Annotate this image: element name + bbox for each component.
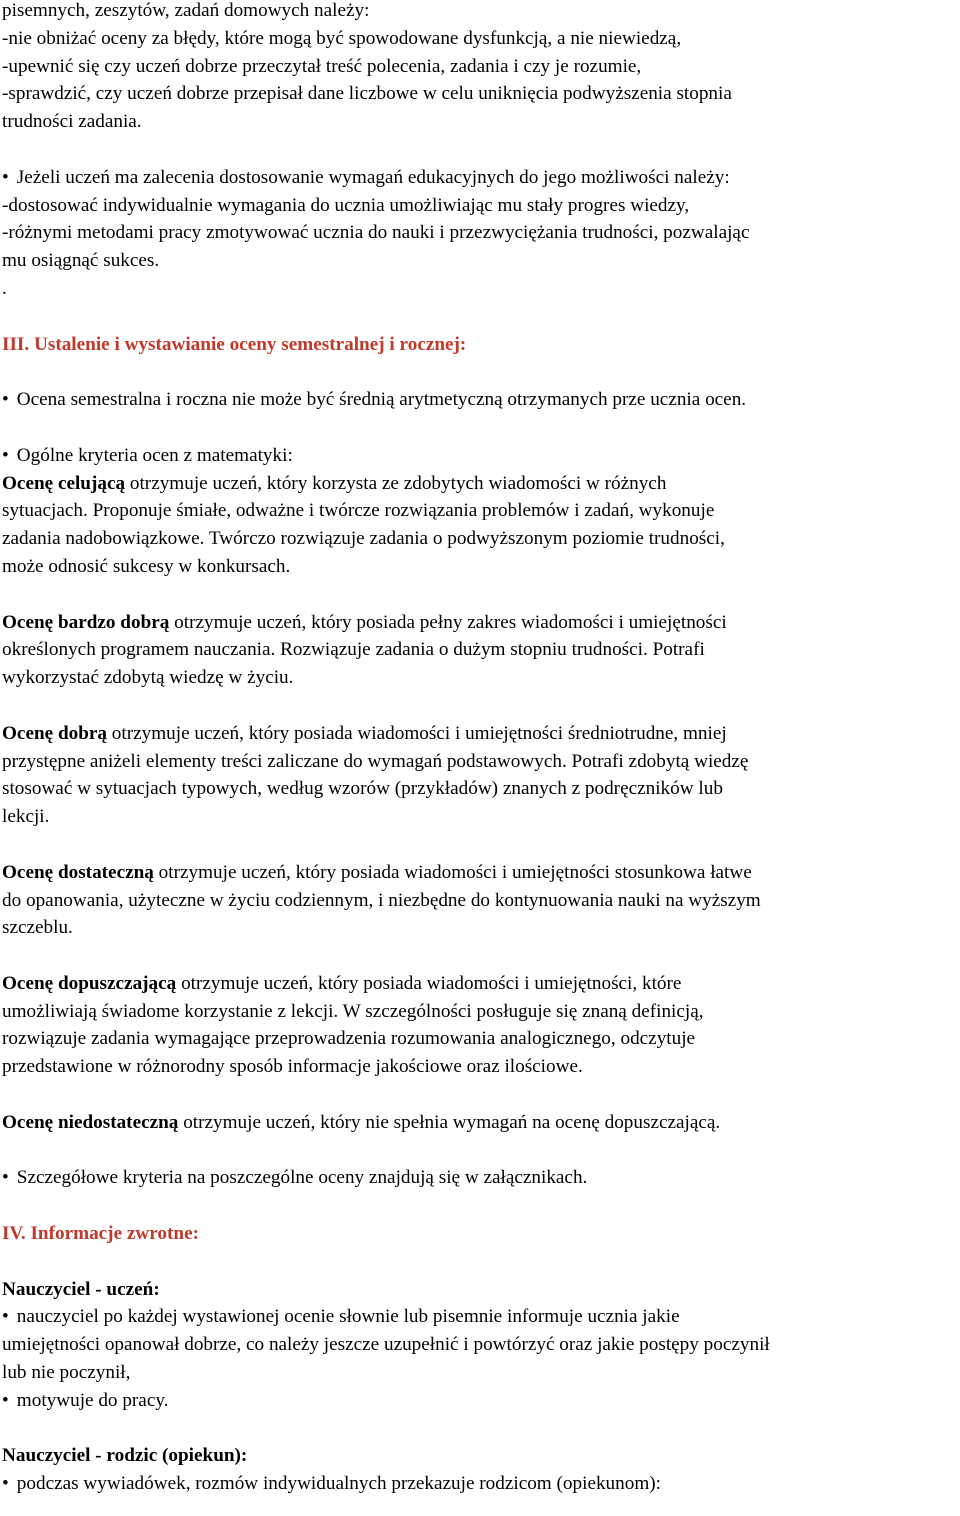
spacer: [2, 1192, 960, 1220]
bullet-item: [2, 1387, 960, 1415]
grade-dobra: [2, 720, 960, 748]
grade-text: otrzymuje uczeń, który posiada pełny zakres wiadomości i umiejętności: [169, 611, 727, 633]
grade-term: Ocenę niedostateczną: [2, 1111, 179, 1133]
grade-celujaca: [2, 470, 960, 498]
paragraph-line: określonych programem nauczania. Rozwiązuje zadania o dużym stopniu trudności. Potrafi: [2, 639, 705, 661]
bullet-item: [2, 442, 960, 470]
spacer: [2, 136, 960, 164]
bullet-marker: •: [2, 444, 9, 466]
intro-line: -nie obniżać oceny za błędy, które mogą być spowodowane dysfunkcją, a nie niewiedzą,: [2, 27, 682, 49]
bullet-dostosowanie: [2, 164, 960, 192]
subsection-title: Nauczyciel - uczeń:: [2, 1278, 160, 1300]
bullet-marker: •: [2, 389, 9, 411]
grade-dostateczna: [2, 859, 960, 887]
section-heading-iii: III. Ustalenie i wystawianie oceny semestralnej i rocznej:: [2, 333, 467, 355]
bullet-text: podczas wywiadówek, rozmów indywidualnych przekazuje rodzicom (opiekunom):: [16, 1473, 661, 1495]
bullet-text: Ogólne kryteria ocen z matematyki:: [16, 444, 293, 466]
paragraph-line: może odnosić sukcesy w konkursach.: [2, 555, 291, 577]
paragraph-line: przystępne aniżeli elementy treści zaliczane do wymagań podstawowych. Potrafi zdobytą wiedzę: [2, 750, 749, 772]
grade-bardzo-dobra: [2, 609, 960, 637]
intro-line: -sprawdzić, czy uczeń dobrze przepisał dane liczbowe w celu uniknięcia podwyższenia stopnia: [2, 83, 732, 105]
spacer: [2, 303, 960, 331]
grade-term: Ocenę celującą: [2, 472, 126, 494]
paragraph-line: umiejętności opanował dobrze, co należy jeszcze uzupełnić i powtórzyć oraz jakie postępy poczynił: [2, 1334, 770, 1356]
grade-text: otrzymuje uczeń, który posiada wiadomości i umiejętności średniotrudne, mniej: [107, 722, 727, 744]
bullet-item: [2, 1303, 960, 1331]
bullet-marker: •: [2, 1167, 9, 1189]
bullet-marker: •: [2, 1389, 9, 1411]
paragraph-line: stosować w sytuacjach typowych, według wzorów (przykładów) znanych z podręczników lub: [2, 778, 723, 800]
bullet-item: [2, 1470, 960, 1498]
intro-line: trudności zadania.: [2, 111, 142, 133]
spacer: [2, 831, 960, 859]
paragraph-line: zadania nadobowiązkowe. Twórczo rozwiązuje zadania o podwyższonym poziomie trudności,: [2, 528, 725, 550]
spacer: [2, 1081, 960, 1109]
grade-text: otrzymuje uczeń, który posiada wiadomości i umiejętności stosunkowa łatwe: [153, 861, 752, 883]
grade-term: Ocenę dopuszczającą: [2, 972, 177, 994]
spacer: [2, 692, 960, 720]
stray-dot: .: [2, 277, 7, 299]
spacer: [2, 1415, 960, 1443]
section-heading-iv: IV. Informacje zwrotne:: [2, 1223, 199, 1245]
grade-text: otrzymuje uczeń, który nie spełnia wymagań na ocenę dopuszczającą.: [178, 1111, 721, 1133]
grade-term: Ocenę bardzo dobrą: [2, 611, 170, 633]
grade-text: otrzymuje uczeń, który korzysta ze zdobytych wiadomości w różnych: [125, 472, 667, 494]
paragraph-line: lub nie poczynił,: [2, 1362, 131, 1384]
paragraph-line: szczeblu.: [2, 917, 73, 939]
paragraph-line: lekcji.: [2, 806, 50, 828]
bullet-text: nauczyciel po każdej wystawionej ocenie słownie lub pisemnie informuje ucznia jakie: [16, 1306, 680, 1328]
bullet-item: [2, 1164, 960, 1192]
bullet-text: Ocena semestralna i roczna nie może być średnią arytmetyczną otrzymanych prze ucznia ocen.: [16, 389, 747, 411]
intro-line: pisemnych, zeszytów, zadań domowych należy:: [2, 0, 370, 21]
paragraph-line: rozwiązuje zadania wymagające przeprowadzenia rozumowania analogicznego, odczytuje: [2, 1028, 696, 1050]
paragraph-line: przedstawione w różnorodny sposób informacje jakościowe oraz ilościowe.: [2, 1056, 583, 1078]
spacer: [2, 1137, 960, 1165]
paragraph-line: -różnymi metodami pracy zmotywować ucznia do nauki i przezwyciężania trudności, pozwalając: [2, 222, 750, 244]
spacer: [2, 1248, 960, 1276]
bullet-marker: •: [2, 166, 9, 188]
grade-text: otrzymuje uczeń, który posiada wiadomości i umiejętności, które: [176, 972, 682, 994]
grade-term: Ocenę dobrą: [2, 722, 107, 744]
grade-term: Ocenę dostateczną: [2, 861, 154, 883]
spacer: [2, 358, 960, 386]
paragraph-line: umożliwiają świadome korzystanie z lekcji. W szczególności posługuje się znaną definicją,: [2, 1000, 704, 1022]
paragraph-line: wykorzystać zdobytą wiedzę w życiu.: [2, 667, 294, 689]
paragraph-line: -dostosować indywidualnie wymagania do ucznia umożliwiając mu stały progres wiedzy,: [2, 194, 690, 216]
spacer: [2, 414, 960, 442]
bullet-text: Szczegółowe kryteria na poszczególne oceny znajdują się w załącznikach.: [16, 1167, 588, 1189]
paragraph-line: sytuacjach. Proponuje śmiałe, odważne i twórcze rozwiązania problemów i zadań, wykonuje: [2, 500, 715, 522]
bullet-text: Jeżeli uczeń ma zalecenia dostosowanie wymagań edukacyjnych do jego możliwości należy:: [16, 166, 730, 188]
spacer: [2, 581, 960, 609]
grade-dopuszczajaca: [2, 970, 960, 998]
document-page: [2, 0, 960, 1498]
subsection-title: Nauczyciel - rodzic (opiekun):: [2, 1445, 248, 1467]
paragraph-line: mu osiągnąć sukces.: [2, 250, 160, 272]
bullet-text: motywuje do pracy.: [16, 1389, 169, 1411]
spacer: [2, 942, 960, 970]
bullet-marker: •: [2, 1306, 9, 1328]
intro-line: -upewnić się czy uczeń dobrze przeczytał treść polecenia, zadania i czy je rozumie,: [2, 55, 642, 77]
paragraph-line: do opanowania, użyteczne w życiu codziennym, i niezbędne do kontynuowania nauki na wyższym: [2, 889, 761, 911]
grade-niedostateczna: [2, 1109, 960, 1137]
bullet-marker: •: [2, 1473, 9, 1495]
bullet-item: [2, 386, 960, 414]
